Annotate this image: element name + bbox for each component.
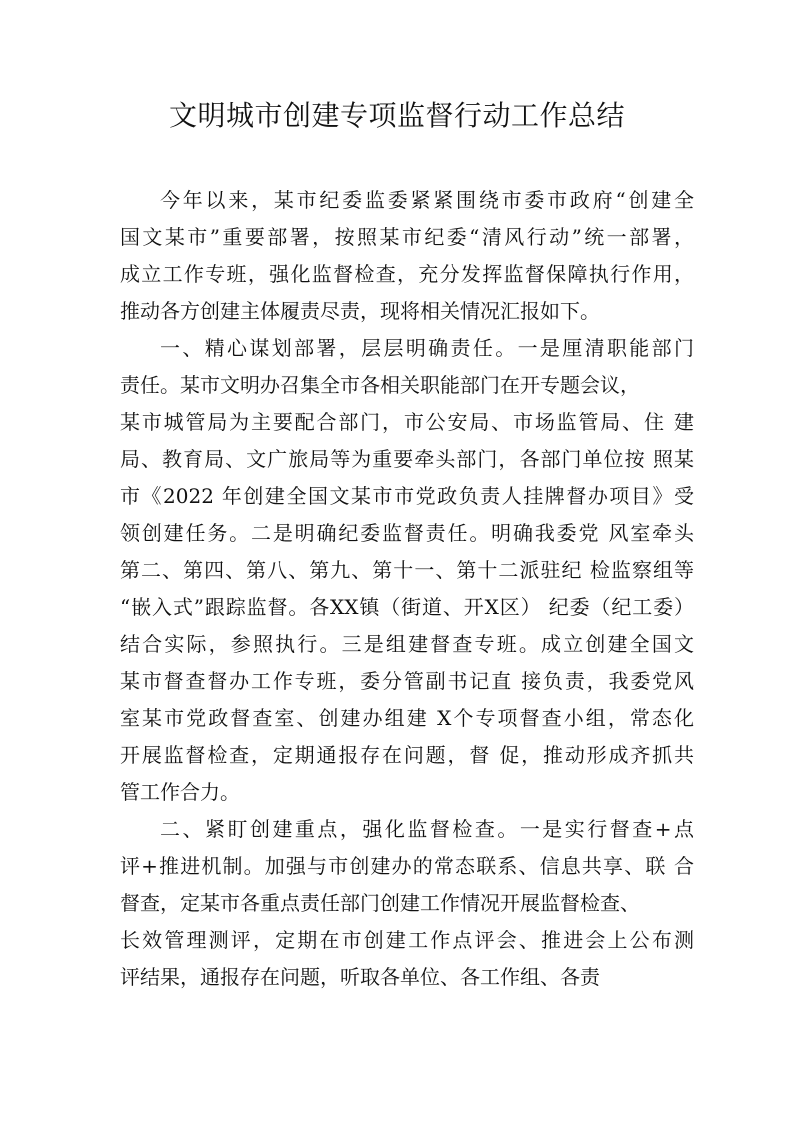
body-line: 今年以来，某市纪委监委紧紧围绕市委市政府“创建全 [160, 188, 694, 212]
body-line: 开展监督检查，定期通报存在问题，督 促，推动形成齐抓共 [120, 743, 694, 767]
document-body [120, 182, 694, 996]
body-line: 督查，定某市各重点责任部门创建工作情况开展监督检查、 [120, 891, 640, 915]
body-line: 评结果，通报存在问题，听取各单位、各工作组、各责 [120, 965, 600, 989]
body-line: 第二、第四、第八、第九、第十一、第十二派驻纪 检监察组等 [120, 558, 694, 582]
body-line: 长效管理测评，定期在市创建工作点评会、推进会上公布测 [120, 928, 694, 952]
document-title: 文明城市创建专项监督行动工作总结 [168, 99, 625, 132]
body-line: 成立工作专班，强化监督检查，充分发挥监督保障执行作用， [120, 262, 694, 286]
body-line: 国文某市”重要部署，按照某市纪委“清风行动”统一部署， [120, 225, 694, 249]
body-line: 推动各方创建主体履责尽责，现将相关情况汇报如下。 [120, 299, 600, 323]
body-line: 领创建任务。二是明确纪委监督责任。明确我委党 风室牵头 [120, 521, 694, 545]
body-line: 室某市党政督查室、创建办组建 X个专项督查小组，常态化 [120, 706, 694, 730]
body-line: 评+推进机制。加强与市创建办的常态联系、信息共享、联 合 [120, 854, 694, 878]
body-line: 一、精心谋划部署，层层明确责任。一是厘清职能部门 [160, 336, 694, 360]
body-line: 某市督查督办工作专班，委分管副书记直 接负责，我委党风 [120, 669, 694, 693]
body-line: 二、紧盯创建重点，强化监督检查。一是实行督查+点 [160, 817, 694, 841]
body-line: 管工作合力。 [120, 780, 240, 804]
body-line: 局、教育局、文广旅局等为重要牵头部门，各部门单位按 照某 [120, 447, 694, 471]
body-line: 结合实际，参照执行。三是组建督查专班。成立创建全国文 [120, 632, 694, 656]
body-line: 责任。某市文明办召集全市各相关职能部门在开专题会议， [120, 373, 640, 397]
body-line: “嵌入式”跟踪监督。各XX镇（街道、开X区） 纪委（纪工委） [120, 595, 694, 619]
body-line: 市《2022 年创建全国文某市市党政负责人挂牌督办项目》受 [120, 484, 694, 508]
body-line: 某市城管局为主要配合部门，市公安局、市场监管局、住 建 [120, 410, 694, 434]
